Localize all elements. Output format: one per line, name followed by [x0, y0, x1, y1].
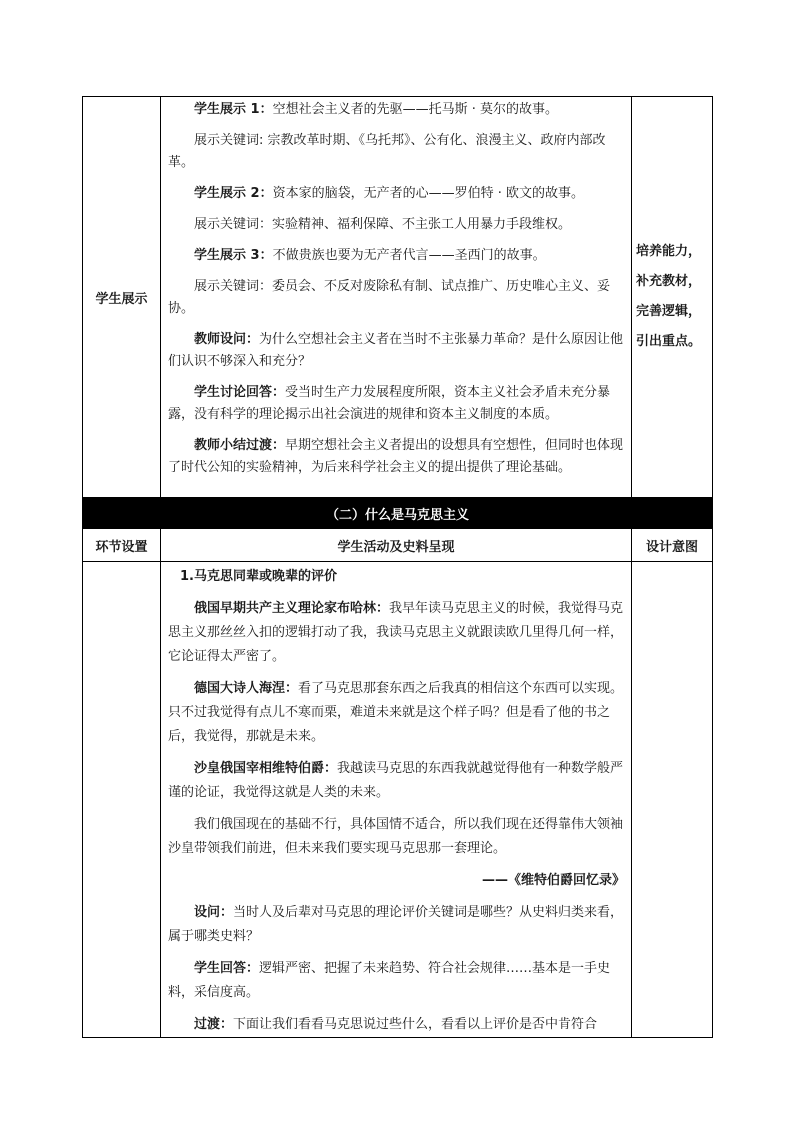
- section-banner-row: [83, 498, 713, 529]
- student-presentation-row: [83, 97, 713, 498]
- intent-line: 引出重点。: [636, 334, 702, 349]
- quote-bukharin: 俄国早期共产主义理论家布哈林：我早年读马克思主义的时候，我觉得马克思主义那丝丝入扣的逻辑打动了我，我读马克思主义就跟读欧几里得几何一样，它论证得太严密了。: [168, 601, 624, 664]
- quote-witte: 沙皇俄国宰相维特伯爵：我越读马克思的东西我就越觉得他有一种数学般严谨的论证，我觉得这就是人类的未来。: [168, 761, 624, 800]
- lesson-plan-table: [82, 96, 713, 1038]
- marx-content: [161, 562, 632, 1038]
- empty-stage-cell: [83, 562, 161, 1038]
- quote-witte-cont: 我们俄国现在的基础不行，具体国情不适合，所以我们现在还得靠伟大领袖沙皇带领我们前进，但未来我们要实现马克思那一套理论。: [168, 817, 624, 856]
- quote-source: ——《维特伯爵回忆录》: [481, 873, 625, 888]
- paragraph: 教师设问：为什么空想社会主义者在当时不主张暴力革命？是什么原因让他们认识不够深入和充分？: [168, 332, 624, 369]
- lesson-plan-page: [82, 96, 713, 1038]
- marx-content-row: [83, 562, 713, 1038]
- header-stage: 环节设置: [83, 529, 161, 562]
- intent-line: 补充教材，: [636, 274, 702, 289]
- paragraph: 学生展示 2：资本家的脑袋，无产者的心——罗伯特 · 欧文的故事。: [194, 186, 584, 201]
- header-row: [83, 529, 713, 562]
- design-intent: [632, 97, 713, 498]
- paragraph: 展示关键词: 宗教改革时期、《乌托邦》、公有化、浪漫主义、政府内部改革。: [168, 133, 606, 170]
- paragraph: 学生展示 1：空想社会主义者的先驱——托马斯 · 莫尔的故事。: [194, 102, 558, 117]
- header-intent: 设计意图: [632, 529, 713, 562]
- subheading: 1.马克思同辈或晚辈的评价: [180, 569, 337, 584]
- transition: 过渡：下面让我们看看马克思说过些什么，看看以上评价是否中肯符合: [194, 1017, 598, 1032]
- empty-intent-cell: [632, 562, 713, 1038]
- paragraph: 学生展示 3：不做贵族也要为无产者代言——圣西门的故事。: [194, 248, 546, 263]
- paragraph: 教师小结过渡：早期空想社会主义者提出的设想具有空想性，但同时也体现了时代公知的实验精神，为后来科学社会主义的提出提供了理论基础。: [168, 438, 624, 475]
- intent-line: 培养能力，: [636, 244, 702, 259]
- presentation-content: [161, 97, 632, 498]
- paragraph: 展示关键词：委员会、不反对废除私有制、试点推广、历史唯心主义、妥协。: [168, 279, 611, 316]
- question: 设问：当时人及后辈对马克思的理论评价关键词是哪些？从史料归类来看，属于哪类史料？: [168, 905, 624, 944]
- row-label: 学生展示: [83, 97, 161, 498]
- header-activity: 学生活动及史料呈现: [161, 529, 632, 562]
- paragraph: 展示关键词：实验精神、福利保障、不主张工人用暴力手段维权。: [194, 217, 572, 232]
- quote-heine: 德国大诗人海涅：看了马克思那套东西之后我真的相信这个东西可以实现。只不过我觉得有点儿不寒而栗，难道未来就是这个样子吗？但是看了他的书之后，我觉得，那就是未来。: [168, 681, 624, 744]
- section-banner: （二）什么是马克思主义: [83, 498, 713, 529]
- intent-line: 完善逻辑，: [636, 304, 702, 319]
- paragraph: 学生讨论回答：受当时生产力发展程度所限，资本主义社会矛盾未充分暴露，没有科学的理论揭示出社会演进的规律和资本主义制度的本质。: [168, 385, 611, 422]
- student-answer: 学生回答：逻辑严密、把握了未来趋势、符合社会规律……基本是一手史料，采信度高。: [168, 961, 611, 1000]
